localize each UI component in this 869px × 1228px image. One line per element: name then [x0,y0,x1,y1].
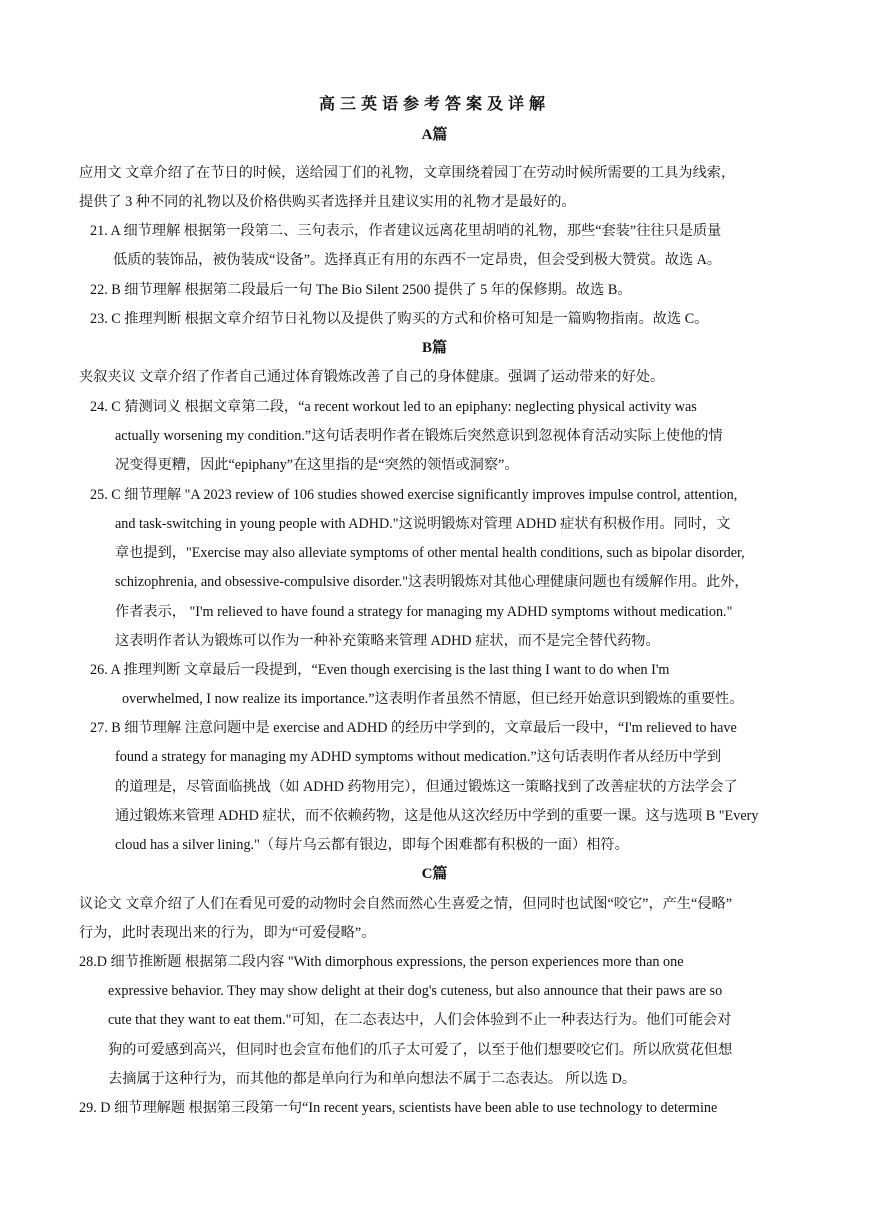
section-heading-a: A篇 [421,127,448,143]
page-title: 高三英语参考答案及详解 [318,96,550,113]
section-heading-c: C篇 [421,866,448,882]
answer-26: 26. A 推理判断 文章最后一段提到，“Even though exercising is the last thing I want to do when I'm [90,662,670,678]
answer-28: 28.D 细节推断题 根据第二段内容 "With dimorphous expressions, the person experiences more than one [79,954,684,970]
text-line: 况变得更糟，因此“epiphany”在这里指的是“突然的领悟或洞察”。 [115,457,519,473]
text-line: cloud has a silver lining."（每片乌云都有银边，即每个困难都有积极的一面）相符。 [115,837,629,853]
text-line: 应用文 文章介绍了在节日的时候，送给园丁们的礼物，文章围绕着园丁在劳动时候所需要的工具为线索， [79,165,736,181]
text-line: overwhelmed, I now realize its importance.”这表明作者虽然不情愿，但已经开始意识到锻炼的重要性。 [122,691,744,707]
text-line: 议论文 文章介绍了人们在看见可爱的动物时会自然而然心生喜爱之情，但同时也试图“咬它”，产生“侵略” [79,896,732,912]
text-line: 低质的装饰品，被伪装成“设备”。选择真正有用的东西不一定昂贵，但会受到极大赞赏。故选 A。 [113,252,722,268]
text-line: 章也提到，"Exercise may also alleviate symptoms of other mental health conditions, such as bipolar disorder, [115,545,745,561]
section-heading-b: B篇 [421,340,447,356]
answer-23: 23. C 推理判断 根据文章介绍节日礼物以及提供了购买的方式和价格可知是一篇购物指南。故选 C。 [90,311,709,327]
text-line: expressive behavior. They may show delight at their dog's cuteness, but also announce that their paws are so [108,983,723,999]
text-line: 提供了 3 种不同的礼物以及价格供购买者选择并且建议实用的礼物才是最好的。 [79,194,576,210]
text-line: 通过锻炼来管理 ADHD 症状，而不依赖药物，这是他从这次经历中学到的重要一课。这与选项 B "Every [115,808,759,824]
answer-21: 21. A 细节理解 根据第一段第二、三句表示，作者建议远离花里胡哨的礼物，那些“套装”往往只是质量 [90,223,722,239]
text-line: 去摘属于这种行为，而其他的都是单向行为和单向想法不属于二态表达。 所以选 D。 [108,1071,637,1087]
text-line: and task-switching in young people with ADHD."这说明锻炼对管理 ADHD 症状有积极作用。同时，文 [115,516,731,532]
text-line: cute that they want to eat them."可知，在二态表达中，人们会体验到不止一种表达行为。他们可能会对 [108,1012,732,1028]
text-line: 夹叙夹议 文章介绍了作者自己通过体育锻炼改善了自己的身体健康。强调了运动带来的好处。 [79,369,665,385]
text-line: 的道理是，尽管面临挑战（如 ADHD 药物用完），但通过锻炼这一策略找到了改善症状的方法学会了 [115,779,738,795]
text-line: schizophrenia, and obsessive-compulsive disorder."这表明锻炼对其他心理健康问题也有缓解作用。此外， [115,574,749,590]
answer-25: 25. C 细节理解 "A 2023 review of 106 studies showed exercise significantly improves impulse control, attention, [90,487,738,503]
text-line: 狗的可爱感到高兴，但同时也会宣布他们的爪子太可爱了，以至于他们想要咬它们。所以欣赏花但想 [108,1042,733,1058]
text-line: found a strategy for managing my ADHD symptoms without medication.”这句话表明作者从经历中学到 [115,749,722,765]
text-line: 这表明作者认为锻炼可以作为一种补充策略来管理 ADHD 症状，而不是完全替代药物。 [115,633,660,649]
answer-22: 22. B 细节理解 根据第二段最后一句 The Bio Silent 2500 提供了 5 年的保修期。故选 B。 [90,282,632,298]
text-line: 行为，此时表现出来的行为，即为“可爱侵略”。 [79,925,376,941]
text-line: 作者表示， "I'm relieved to have found a strategy for managing my ADHD symptoms without medication." [115,604,733,620]
answer-29: 29. D 细节理解题 根据第三段第一句“In recent years, scientists have been able to use technology to determine [79,1100,718,1116]
answer-24: 24. C 猜测词义 根据文章第二段，“a recent workout led to an epiphany: neglecting physical activity was [90,399,697,415]
text-line: actually worsening my condition.”这句话表明作者在锻炼后突然意识到忽视体育活动实际上使他的情 [115,428,723,444]
answer-27: 27. B 细节理解 注意问题中是 exercise and ADHD 的经历中学到的，文章最后一段中，“I'm relieved to have [90,720,737,736]
